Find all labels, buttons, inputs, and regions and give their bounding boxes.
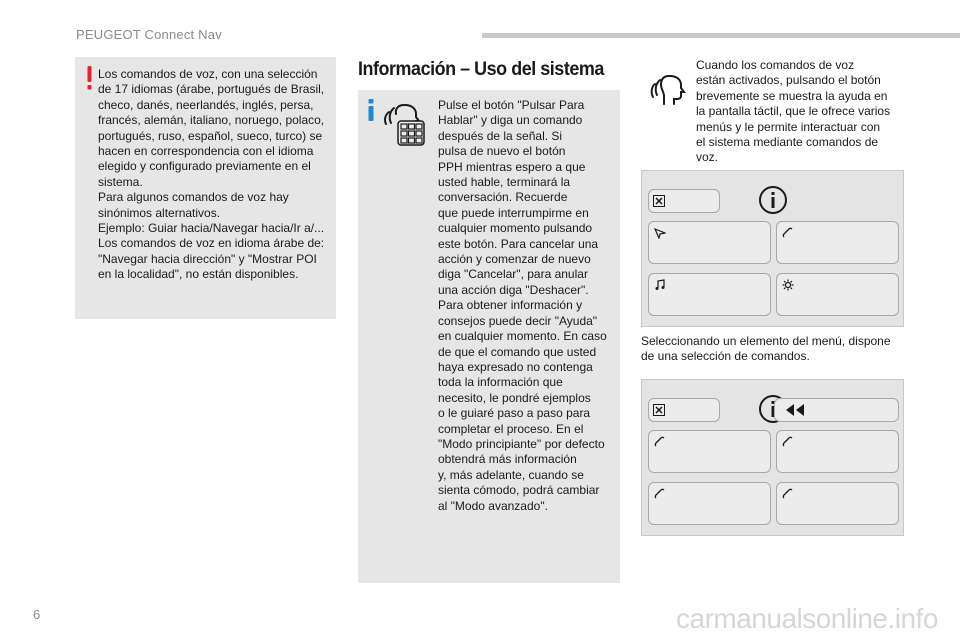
- navigation-menu-tile[interactable]: [648, 221, 771, 264]
- info-text: Pulse el botón "Pulsar Para Hablar" y diga un comando después de la señal. Si pulsa de nuevo el botón PPH mientras espero a que usted hable, terminará la conversación. Recuerde que puede interrumpirme en cualquier momento pulsando este botón. Para cancelar una acción y comenzar de nuevo diga "Cancelar", para anular una acción diga "Deshacer". Para obtener información y consejos puede decir "Ayuda" en cualquier momento. En caso de que el comando que usted haya expresado no contenga toda la información que necesito, le pondré ejemplos o le guiaré paso a paso para completar el proceso. En el "Modo principiante" por defecto obtendrá más información y, más adelante, cuando se sienta cómodo, podrá cambiar al "Modo avanzado".: [438, 98, 607, 513]
- page-number: 6: [33, 607, 41, 622]
- warning-text: Los comandos de voz, con una selección de 17 idiomas (árabe, portugués de Brasil, checo, danés, neerlandés, inglés, persa, francés, alemán, italiano, noruego, polaco, portugués, ruso, español, sueco, turco) se hacen en correspondencia con el idioma elegido y configurado previamente en el sistema. Para algunos comandos de voz hay sinónimos alternativos. Ejemplo: Guiar hacia/Navegar hacia/Ir a/... Los comandos de voz en idioma árabe de: "Navegar hacia dirección" y "Mostrar POI en la localidad", no están disponibles.: [98, 67, 325, 282]
- warning-exclamation-icon: [86, 66, 93, 90]
- voice-speaking-icon: [648, 72, 686, 106]
- phone-icon: [782, 227, 794, 239]
- navigation-icon: [654, 227, 666, 239]
- close-button[interactable]: [648, 398, 720, 422]
- command-tile[interactable]: [648, 430, 771, 473]
- close-x-icon: [653, 195, 665, 207]
- back-button[interactable]: [774, 398, 899, 422]
- command-tile[interactable]: [776, 430, 899, 473]
- command-selection-screen: [641, 379, 904, 536]
- phone-icon: [654, 488, 666, 500]
- info-circle-icon[interactable]: [758, 185, 788, 215]
- header-rule: [482, 33, 960, 38]
- voice-menu-screen: [641, 170, 904, 327]
- close-x-icon: [653, 404, 665, 416]
- document-header-title: PEUGEOT Connect Nav: [76, 27, 222, 42]
- info-icon: [367, 99, 375, 121]
- section-title: Información – Uso del sistema: [358, 58, 604, 80]
- phone-icon: [782, 436, 794, 448]
- media-menu-tile[interactable]: [648, 273, 771, 316]
- phone-icon: [782, 488, 794, 500]
- back-icon: [784, 403, 806, 417]
- settings-menu-tile[interactable]: [776, 273, 899, 316]
- settings-icon: [782, 279, 794, 291]
- voice-command-icon: [380, 99, 430, 147]
- voice-help-text: Cuando los comandos de voz están activados, pulsando el botón brevemente se muestra la ayuda en la pantalla táctil, que le ofrece varios menús y le permite interactuar con el sistema mediante comandos de voz.: [696, 58, 891, 165]
- music-icon: [654, 279, 666, 291]
- phone-icon: [654, 436, 666, 448]
- command-tile[interactable]: [776, 482, 899, 525]
- menu-selection-text: Seleccionando un elemento del menú, dispone de una selección de comandos.: [641, 334, 891, 364]
- watermark: carmanualsonline.info: [676, 603, 938, 634]
- close-button[interactable]: [648, 189, 720, 213]
- phone-menu-tile[interactable]: [776, 221, 899, 264]
- command-tile[interactable]: [648, 482, 771, 525]
